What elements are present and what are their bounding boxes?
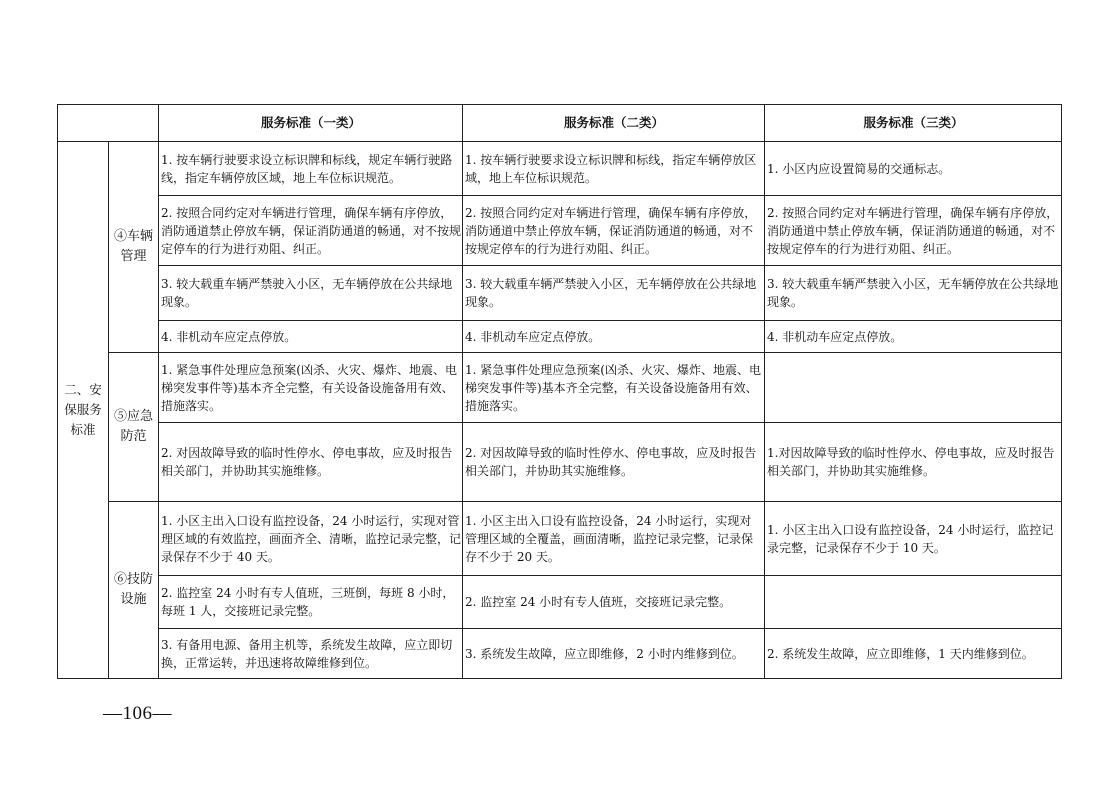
- cell-class3: [765, 353, 1062, 423]
- cell-class1: 2. 按照合同约定对车辆进行管理，确保车辆有序停放，消防通道禁止停放车辆，保证消防通道的畅通，对不按规定停车的行为进行劝阻、纠正。: [159, 196, 463, 266]
- table-row: [58, 196, 1062, 266]
- cell-class3: 3. 较大载重车辆严禁驶入小区，无车辆停放在公共绿地现象。: [765, 266, 1062, 321]
- cell-class2: 2. 监控室 24 小时有专人值班，交接班记录完整。: [463, 576, 765, 629]
- cell-class3: 2. 系统发生故障，应立即维修，1 天内维修到位。: [765, 629, 1062, 679]
- cell-class3: 1. 小区主出入口设有监控设备，24 小时运行，监控记录完整，记录保存不少于 10 天。: [765, 502, 1062, 576]
- table-row: [58, 266, 1062, 321]
- table-row: [58, 576, 1062, 629]
- table-row: [58, 502, 1062, 576]
- cell-class2: 1. 按车辆行驶要求设立标识牌和标线，指定车辆停放区域，地上车位标识规范。: [463, 142, 765, 196]
- cell-class3: [765, 576, 1062, 629]
- cell-class2: 2. 按照合同约定对车辆进行管理，确保车辆有序停放，消防通道中禁止停放车辆，保证消防通道的畅通，对不按规定停车的行为进行劝阻、纠正。: [463, 196, 765, 266]
- cell-class1: 2. 对因故障导致的临时性停水、停电事故，应及时报告相关部门，并协助其实施维修。: [159, 423, 463, 502]
- table-row: [58, 142, 1062, 196]
- table-row: [58, 353, 1062, 423]
- cell-class3: 4. 非机动车应定点停放。: [765, 321, 1062, 353]
- page-number: —106—: [103, 703, 172, 724]
- cell-class1: 1. 按车辆行驶要求设立标识牌和标线，规定车辆行驶路线，指定车辆停放区域，地上车位标识规范。: [159, 142, 463, 196]
- cell-class1: 3. 有备用电源、备用主机等，系统发生故障，应立即切换，正常运转，并迅速将故障维修到位。: [159, 629, 463, 679]
- category-security: 二、安保服务标准: [58, 142, 109, 679]
- header-blank-cell: [58, 105, 159, 142]
- cell-class3: 2. 按照合同约定对车辆进行管理，确保车辆有序停放，消防通道中禁止停放车辆，保证消防通道的畅通，对不按规定停车的行为进行劝阻、纠正。: [765, 196, 1062, 266]
- cell-class2: 4. 非机动车应定点停放。: [463, 321, 765, 353]
- cell-class1: 2. 监控室 24 小时有专人值班，三班倒，每班 8 小时，每班 1 人，交接班记录完整。: [159, 576, 463, 629]
- cell-class3: 1. 小区内应设置简易的交通标志。: [765, 142, 1062, 196]
- table-row: [58, 321, 1062, 353]
- header-class2: 服务标准（二类）: [463, 105, 765, 142]
- cell-class2: 3. 较大载重车辆严禁驶入小区，无车辆停放在公共绿地现象。: [463, 266, 765, 321]
- table-row: [58, 629, 1062, 679]
- group-technical-defense: ⑥技防设施: [109, 502, 159, 679]
- cell-class2: 3. 系统发生故障，应立即维修，2 小时内维修到位。: [463, 629, 765, 679]
- cell-class1: 3. 较大载重车辆严禁驶入小区，无车辆停放在公共绿地现象。: [159, 266, 463, 321]
- cell-class1: 4. 非机动车应定点停放。: [159, 321, 463, 353]
- header-row: [58, 105, 1062, 142]
- group-vehicle-management: ④车辆管理: [109, 142, 159, 353]
- cell-class1: 1. 小区主出入口设有监控设备，24 小时运行，实现对管理区域的有效监控，画面齐全、清晰，监控记录完整，记录保存不少于 40 天。: [159, 502, 463, 576]
- cell-class2: 1. 小区主出入口设有监控设备，24 小时运行，实现对管理区域的全覆盖，画面清晰，监控记录完整，记录保存不少于 20 天。: [463, 502, 765, 576]
- group-emergency-prevention: ⑤应急防范: [109, 353, 159, 502]
- header-class1: 服务标准（一类）: [159, 105, 463, 142]
- cell-class2: 1. 紧急事件处理应急预案(凶杀、火灾、爆炸、地震、电梯突发事件等)基本齐全完整，有关设备设施备用有效、措施落实。: [463, 353, 765, 423]
- header-class3: 服务标准（三类）: [765, 105, 1062, 142]
- cell-class2: 2. 对因故障导致的临时性停水、停电事故，应及时报告相关部门，并协助其实施维修。: [463, 423, 765, 502]
- cell-class3: 1.对因故障导致的临时性停水、停电事故，应及时报告相关部门，并协助其实施维修。: [765, 423, 1062, 502]
- service-standard-table: [57, 104, 1062, 679]
- cell-class1: 1. 紧急事件处理应急预案(凶杀、火灾、爆炸、地震、电梯突发事件等)基本齐全完整，有关设备设施备用有效、措施落实。: [159, 353, 463, 423]
- table-row: [58, 423, 1062, 502]
